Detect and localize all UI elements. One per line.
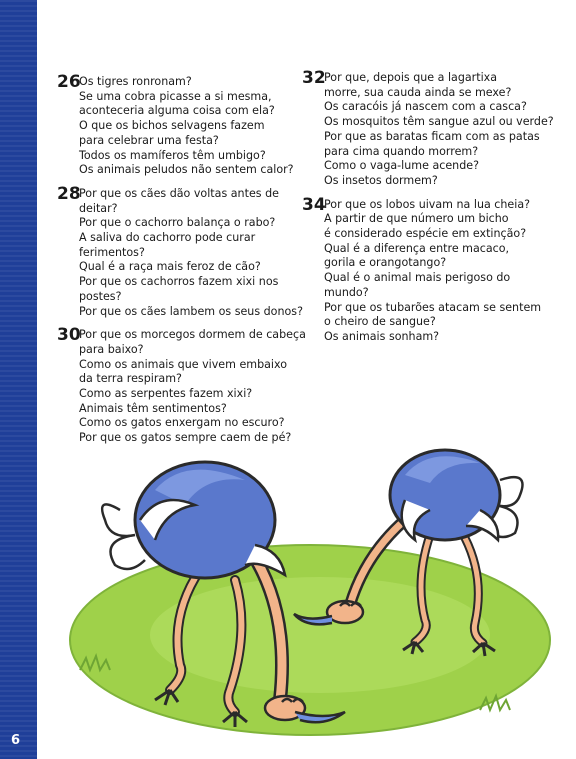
page-number: 6: [11, 733, 21, 748]
question-line: Como os animais que vivem embaixo: [79, 357, 288, 371]
question-line: postes?: [79, 289, 122, 303]
block-number: 34: [302, 194, 326, 215]
question-line: Por que os tubarões atacam se sentem: [324, 300, 542, 314]
side-band: [0, 0, 37, 759]
question-line: O que os bichos selvagens fazem: [79, 119, 265, 133]
question-line: para celebrar uma festa?: [79, 133, 219, 147]
question-block-34: [302, 194, 542, 345]
question-line: deitar?: [79, 201, 118, 215]
question-list: [302, 71, 554, 189]
block-number: 28: [57, 183, 81, 204]
question-line: Como as serpentes fazem xixi?: [79, 387, 253, 401]
question-line: Por que os lobos uivam na lua cheia?: [324, 197, 531, 211]
question-line: o cheiro de sangue?: [324, 315, 436, 329]
question-line: Os caracóis já nascem com a casca?: [324, 100, 527, 114]
question-line: mundo?: [324, 285, 369, 299]
right-column: [302, 68, 554, 354]
question-line: Se uma cobra picasse a si mesma,: [79, 89, 272, 103]
question-line: Qual é o animal mais perigoso do: [324, 271, 511, 285]
question-line: A saliva do cachorro pode curar: [79, 231, 256, 245]
question-line: para baixo?: [79, 342, 144, 356]
question-line: Por que os gatos sempre caem de pé?: [79, 431, 292, 445]
question-list: [302, 198, 542, 345]
question-line: para cima quando morrem?: [324, 144, 479, 158]
question-line: morre, sua cauda ainda se mexe?: [324, 85, 512, 99]
question-block-26: [57, 72, 297, 178]
question-line: Por que os morcegos dormem de cabeça: [79, 328, 306, 342]
question-line: Os insetos dormem?: [324, 173, 438, 187]
question-list: [57, 186, 303, 319]
question-line: Os tigres ronronam?: [79, 75, 192, 88]
question-line: é considerado espécie em extinção?: [324, 227, 527, 241]
question-line: Como os gatos enxergam no escuro?: [79, 416, 285, 430]
question-block-30: [57, 325, 306, 446]
question-line: Por que, depois que a lagartixa: [324, 71, 498, 84]
question-list: [57, 328, 306, 446]
question-line: da terra respiram?: [79, 372, 182, 386]
question-line: Os animais sonham?: [324, 329, 440, 343]
question-line: Qual é a raça mais feroz de cão?: [79, 260, 261, 274]
question-list: [57, 75, 297, 178]
question-line: Como o vaga-lume acende?: [324, 159, 479, 173]
question-line: Por que os cachorros fazem xixi nos: [79, 275, 279, 289]
question-line: Por que o cachorro balança o rabo?: [79, 216, 276, 230]
question-line: Por que os cães lambem os seus donos?: [79, 304, 303, 318]
question-line: Os mosquitos têm sangue azul ou verde?: [324, 115, 554, 129]
question-line: gorila e orangotango?: [324, 256, 447, 270]
ostriches-illustration: [60, 440, 560, 755]
question-block-28: [57, 183, 303, 319]
block-number: 26: [57, 72, 81, 92]
question-line: Qual é a diferença entre macaco,: [324, 241, 510, 255]
left-column: [57, 72, 306, 455]
question-line: Por que as baratas ficam com as patas: [324, 129, 540, 143]
question-line: Animais têm sentimentos?: [79, 401, 227, 415]
question-line: ferimentos?: [79, 245, 145, 259]
block-number: 32: [302, 68, 326, 88]
question-line: Todos os mamíferos têm umbigo?: [79, 148, 266, 162]
question-line: Os animais peludos não sentem calor?: [79, 163, 294, 177]
question-block-32: [302, 68, 554, 189]
question-line: A partir de que número um bicho: [324, 212, 509, 226]
question-line: Por que os cães dão voltas antes de: [79, 186, 279, 200]
question-line: aconteceria alguma coisa com ela?: [79, 104, 275, 118]
block-number: 30: [57, 325, 81, 346]
